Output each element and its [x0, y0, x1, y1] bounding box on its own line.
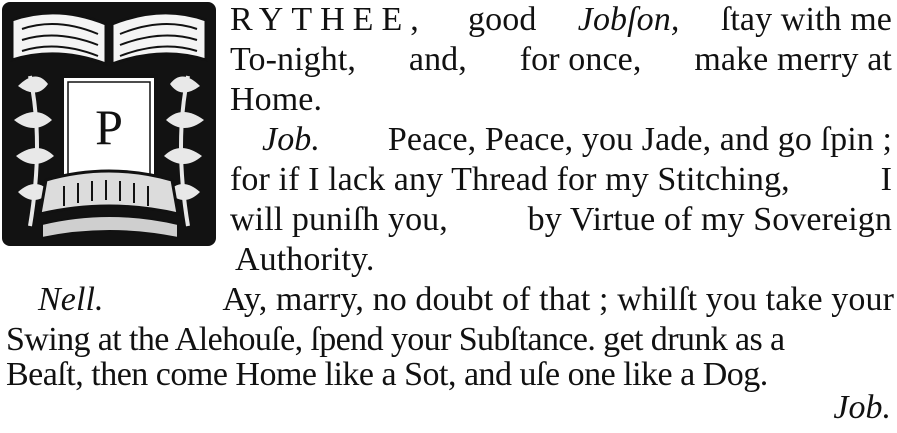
line-1-c: ſtay with me	[720, 1, 892, 38]
line-8-a: Ay, marry, no doubt of that ; whilſt you take your	[222, 281, 894, 318]
text-line-1	[230, 0, 892, 40]
speaker-job: Job.	[262, 121, 320, 158]
line-2-c: for once,	[519, 41, 642, 78]
line-1-a: good	[468, 1, 537, 38]
text-line-3	[230, 80, 892, 120]
text-line-7	[235, 240, 375, 280]
text-line-4	[262, 120, 892, 160]
line-5-b: I	[880, 161, 892, 198]
speaker-nell: Nell.	[38, 281, 104, 318]
catchword: Job.	[833, 389, 891, 426]
line-5-a: for if I lack any Thread for my Stitching,	[230, 161, 790, 198]
line-3-a: Home.	[230, 81, 323, 118]
line-10-a: Beaſt, then come Home like a Sot, and uſe one like a Dog.	[6, 356, 768, 393]
line-6-b: by Virtue of my Sovereign	[527, 201, 892, 238]
line-9-a: Swing at the Alehouſe, ſpend your Subſtance. get drunk as a	[6, 321, 785, 358]
line-1-caps: RYTHEE,	[230, 1, 427, 38]
line-2-b: and,	[408, 41, 467, 78]
text-line-10	[6, 355, 894, 395]
line-4-a: Peace, Peace, you Jade, and go ſpin ;	[387, 121, 892, 158]
text-line-8	[38, 280, 894, 320]
line-2-a: To-night,	[230, 41, 357, 78]
line-2-d: make merry at	[694, 41, 892, 78]
decorated-initial	[2, 2, 216, 246]
text-line-9	[6, 320, 894, 360]
ornamental-woodcut-initial-icon	[2, 2, 216, 246]
text-line-5	[230, 160, 892, 200]
text-line-2	[230, 40, 892, 80]
line-7-a: Authority.	[235, 241, 375, 278]
line-1-name: Jobſon,	[577, 1, 680, 38]
text-line-6	[230, 200, 892, 240]
line-6-a: will puniſh you,	[230, 201, 448, 238]
initial-letter: P	[95, 99, 123, 155]
